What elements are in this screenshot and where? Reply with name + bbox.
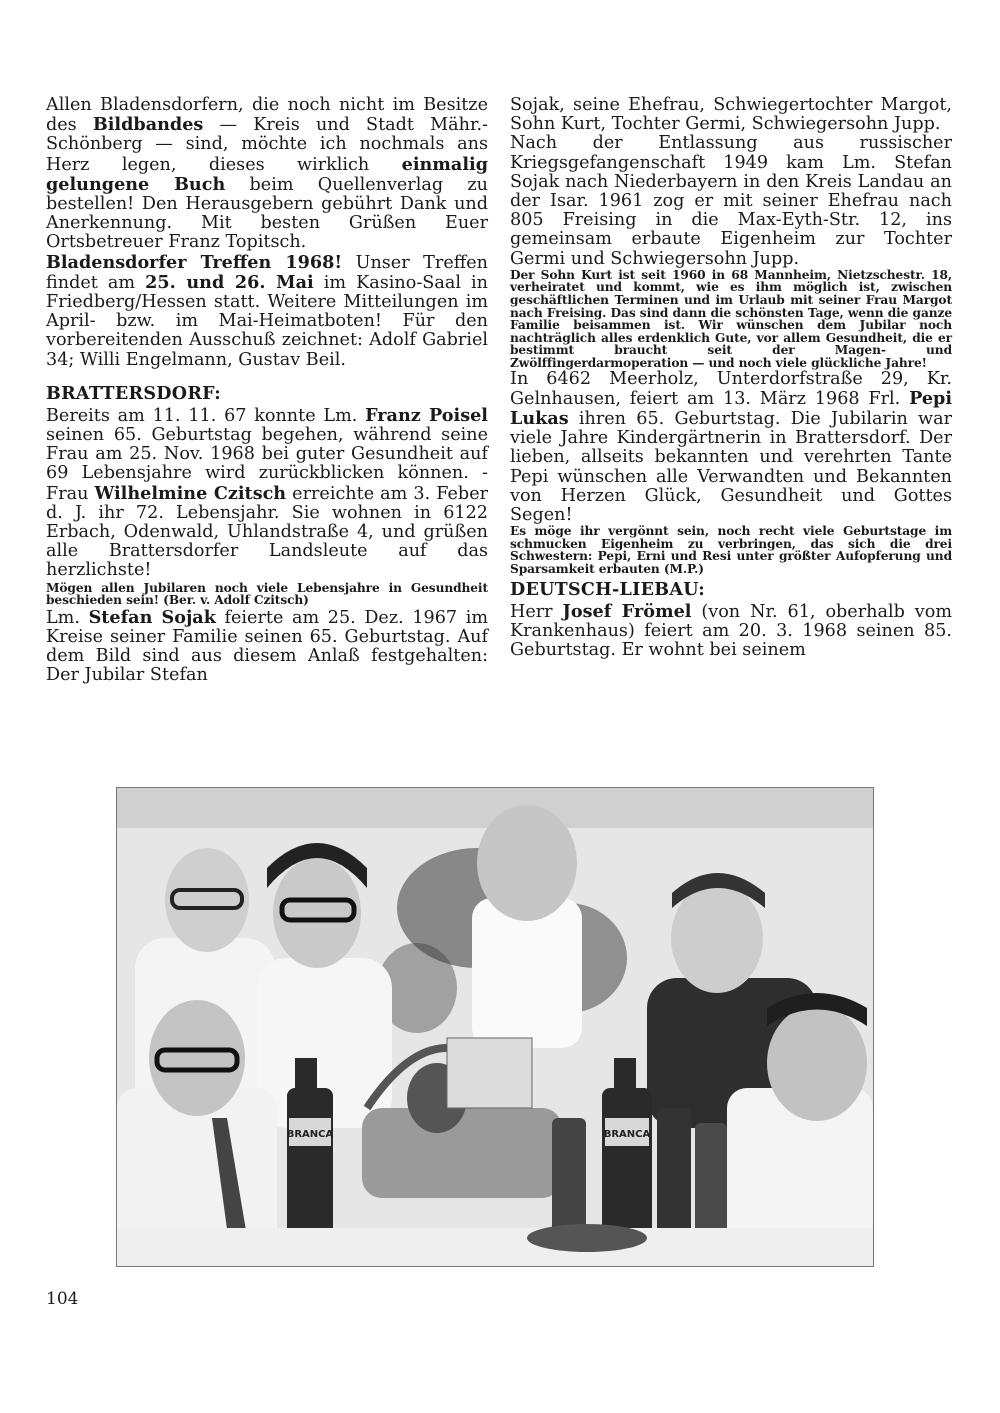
bildband-paragraph [46, 96, 488, 253]
kurt-note: Der Sohn Kurt ist seit 1960 in 68 Mannheim, Nietzschestr. 18, verheiratet und kommt, wie es ihm möglich ist, zwischen geschäftlichen Terminen und im Urlaub mit seiner Frau Margot nach Freising. Das sind dann die schönsten Tage, wenn die ganze Familie beisammen ist. Wir wünschen dem Jubilar noch nachträglich alles erdenklich Gute, vor allem Gesundheit, die er bestimmt braucht seit der Magen- und Zwölffingerdarmoperation — und noch viele glückliche Jahre! [510, 267, 952, 370]
treffen-paragraph [46, 253, 488, 370]
text-segment: Allen Bladensdorfern, die noch nicht im Besitze des [46, 95, 488, 136]
bold-text-segment: Bladensdorfer Treffen 1968! [46, 251, 343, 273]
bold-text-segment: einmalig gelungene Buch [46, 153, 488, 195]
text-segment: In 6462 Meerholz, Unterdorfstraße 29, Kr. Gelnhausen, feiert am 13. März 1968 Frl. [510, 368, 952, 409]
sojak-paragraph [46, 608, 488, 686]
text-segment: erreichte am 3. Feber d. J. ihr 72. Lebensjahr. Sie wohnen in 6122 Erbach, Odenwald, Uhlandstraße 4, und grüßen alle Brattersdorfer Landsleute auf das herzlichste! [46, 483, 489, 581]
text-segment: im Kasino-Saal in Friedberg/Hessen statt. Weitere Mitteilungen im April- bzw. im Mai-Heimatboten! Für den vorbereitenden Ausschuß zeichnet: Adolf Gabriel 34; Willi Engelmann, Gustav Beil. [46, 272, 488, 370]
sojak-bio-paragraph: Nach der Entlassung aus russischer Kriegsgefangenschaft 1949 kam Lm. Stefan Sojak nach Niederbayern in den Kreis Landau an der Isar. 1961 zog er mit seiner Ehefrau nach 805 Freising in die Max-Eyth-Str. 12, ins gemeinsam erbaute Eigenheim zur Tochter Germi und Schwiegersohn Jupp. [510, 133, 952, 269]
text-segment: beim Quellenverlag zu bestellen! Den Herausgebern gebührt Dank und Anerkennung. Mit besten Grüßen Euer Ortsbetreuer Franz Topitsch. [46, 174, 488, 253]
froemel-paragraph [510, 602, 952, 661]
table-cloth [117, 1224, 873, 1266]
czitsch-note: Mögen allen Jubilaren noch viele Lebensjahre in Gesundheit beschieden sein! (Ber. v. Adolf Czitsch) [46, 580, 488, 608]
bold-text-segment: Pepi Lukas [510, 387, 952, 429]
bold-text-segment: Josef Frömel [562, 600, 692, 622]
text-segment: seinen 65. Geburtstag begehen, während seine Frau am 25. Nov. 1968 bei guter Gesundheit auf 69 Lebensjahre wird zurückblicken können. - Frau [46, 425, 488, 504]
text-segment: Lm. [46, 607, 89, 628]
poisel-czitsch-paragraph [46, 406, 488, 581]
page-number: 104 [46, 1289, 79, 1309]
text-segment: Bereits am 11. 11. 67 konnte Lm. [46, 405, 366, 426]
bold-text-segment: Bildbandes [92, 114, 204, 136]
left-column [46, 96, 488, 686]
text-segment: Unser Treffen findet am [46, 252, 488, 293]
heading-brattersdorf: BRATTERSDORF: [46, 383, 222, 404]
lukas-note: Es möge ihr vergönnt sein, noch recht viele Geburtstage im schmucken Eigenheim zu verbringen, das sich die drei Schwestern: Pepi, Erni und Resi unter größter Aufopferung und Sparsamkeit erbauten (M.P.) [510, 524, 952, 576]
bold-text-segment: 25. und 26. Mai [145, 271, 314, 293]
person-man-standing [472, 805, 582, 1048]
lukas-paragraph [510, 370, 952, 526]
right-column [510, 96, 952, 660]
text-segment: — Kreis und Stadt Mähr.-Schönberg — sind, möchte ich nochmals ans Herz legen, dieses wirklich [46, 115, 488, 175]
bold-text-segment: Wilhelmine Czitsch [94, 482, 287, 504]
sojak-family-paragraph: Sojak, seine Ehefrau, Schwiegertochter Margot, Sohn Kurt, Tochter Germi, Schwiegersohn Jupp. [510, 95, 952, 135]
text-segment: Herr [510, 601, 563, 622]
heading-deutsch-liebau: DEUTSCH-LIEBAU: [510, 579, 705, 600]
bold-text-segment: Franz Poisel [365, 404, 488, 426]
bold-text-segment: Stefan Sojak [88, 606, 216, 628]
text-segment: ihren 65. Geburtstag. Die Jubilarin war viele Jahre Kindergärtnerin in Brattersdorf. Der lieben, allseits bekannten und verehrten Tante Pepi wünschen alle Verwandten und Bekannten von Herzen Glück, Gesundheit und Gottes Segen! [510, 408, 952, 525]
bottle-label-left: BRANCA [286, 1129, 334, 1140]
text-segment: feierte am 25. Dez. 1967 im Kreise seiner Familie seinen 65. Geburtstag. Auf dem Bild sind aus diesem Anlaß festgehalten: Der Jubilar Stefan [46, 607, 489, 686]
text-segment: (von Nr. 61, oberhalb vom Krankenhaus) feiert am 20. 3. 1968 seinen 85. Geburtstag. Er wohnt bei seinem [510, 601, 953, 660]
bottle-label-right: BRANCA [603, 1129, 651, 1140]
family-photo [116, 787, 874, 1267]
